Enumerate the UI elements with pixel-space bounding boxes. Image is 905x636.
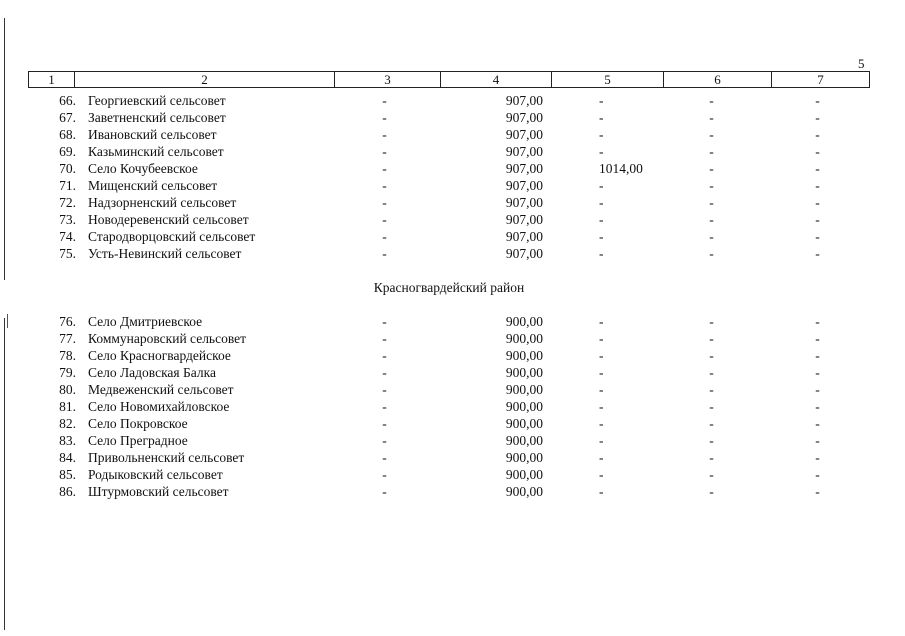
row-col6-value: -	[709, 110, 714, 125]
column-header-6: 6	[663, 72, 771, 87]
row-col6-value: -	[709, 161, 714, 176]
row-name: Мищенский сельсовет	[88, 178, 218, 193]
table-row	[28, 92, 870, 109]
row-name: Село Новомихайловское	[88, 399, 230, 414]
row-col7-value: -	[815, 144, 820, 159]
row-col7-value: -	[815, 484, 820, 499]
row-col6-value: -	[709, 416, 714, 431]
row-col6-value: -	[709, 93, 714, 108]
row-name: Казьминский сельсовет	[88, 144, 224, 159]
row-name: Стародворцовский сельсовет	[88, 229, 256, 244]
table-row	[28, 381, 870, 398]
row-col7-value: -	[815, 450, 820, 465]
column-header-4: 4	[440, 72, 551, 87]
table-row	[28, 432, 870, 449]
row-number: 83.	[59, 433, 76, 448]
row-col7-value: -	[815, 229, 820, 244]
row-col3-value: -	[382, 484, 387, 499]
row-col5-value: -	[599, 110, 604, 125]
row-number: 85.	[59, 467, 76, 482]
row-col4-value: 907,00	[505, 161, 543, 176]
row-col7-value: -	[815, 195, 820, 210]
row-number: 66.	[59, 93, 76, 108]
row-col3-value: -	[382, 110, 387, 125]
row-col7-value: -	[815, 331, 820, 346]
row-col5-value: -	[599, 399, 604, 414]
row-col6-value: -	[709, 127, 714, 142]
row-col4-value: 900,00	[505, 365, 543, 380]
table-body-group-2	[28, 313, 870, 500]
row-col3-value: -	[382, 433, 387, 448]
row-col3-value: -	[382, 331, 387, 346]
row-col3-value: -	[382, 382, 387, 397]
row-name: Село Кочубеевское	[88, 161, 198, 176]
row-name: Новодеревенский сельсовет	[88, 212, 249, 227]
row-col5-value: -	[599, 331, 604, 346]
row-name: Усть-Невинский сельсовет	[88, 246, 242, 261]
column-header-7: 7	[771, 72, 869, 87]
row-col6-value: -	[709, 195, 714, 210]
page-number: 5	[858, 56, 865, 71]
row-col5-value: -	[599, 382, 604, 397]
row-col5-value: -	[599, 93, 604, 108]
row-col6-value: -	[709, 450, 714, 465]
row-col3-value: -	[382, 450, 387, 465]
row-col3-value: -	[382, 314, 387, 329]
row-name: Село Ладовская Балка	[88, 365, 216, 380]
row-col3-value: -	[382, 365, 387, 380]
row-col4-value: 907,00	[505, 212, 543, 227]
row-col5-value: -	[599, 212, 604, 227]
row-col4-value: 900,00	[505, 399, 543, 414]
row-number: 75.	[59, 246, 76, 261]
row-name: Село Покровское	[88, 416, 188, 431]
row-col7-value: -	[815, 433, 820, 448]
row-col5-value: -	[599, 416, 604, 431]
row-col7-value: -	[815, 212, 820, 227]
row-col6-value: -	[709, 331, 714, 346]
row-name: Родыковский сельсовет	[88, 467, 223, 482]
row-col3-value: -	[382, 416, 387, 431]
row-name: Привольненский сельсовет	[88, 450, 245, 465]
scan-edge-line	[4, 18, 5, 280]
row-col3-value: -	[382, 178, 387, 193]
row-col4-value: 907,00	[505, 178, 543, 193]
row-col7-value: -	[815, 161, 820, 176]
table-row	[28, 483, 870, 500]
row-col4-value: 907,00	[505, 246, 543, 261]
row-col4-value: 907,00	[505, 93, 543, 108]
table-row	[28, 126, 870, 143]
row-col7-value: -	[815, 110, 820, 125]
row-col6-value: -	[709, 314, 714, 329]
row-col3-value: -	[382, 161, 387, 176]
row-col6-value: -	[709, 399, 714, 414]
row-col6-value: -	[709, 178, 714, 193]
row-col5-value: -	[599, 178, 604, 193]
row-name: Коммунаровский сельсовет	[88, 331, 247, 346]
row-col4-value: 900,00	[505, 416, 543, 431]
column-header-2: 2	[74, 72, 334, 87]
row-col3-value: -	[382, 246, 387, 261]
table-row	[28, 109, 870, 126]
row-col5-value: -	[599, 229, 604, 244]
row-number: 80.	[59, 382, 76, 397]
row-col7-value: -	[815, 246, 820, 261]
row-name: Георгиевский сельсовет	[88, 93, 226, 108]
column-header-3: 3	[334, 72, 440, 87]
row-col4-value: 907,00	[505, 110, 543, 125]
row-number: 76.	[59, 314, 76, 329]
table-row	[28, 330, 870, 347]
row-number: 69.	[59, 144, 76, 159]
row-col5-value: -	[599, 484, 604, 499]
row-col4-value: 907,00	[505, 144, 543, 159]
row-col6-value: -	[709, 229, 714, 244]
row-col5-value: -	[599, 348, 604, 363]
row-col7-value: -	[815, 127, 820, 142]
row-col3-value: -	[382, 229, 387, 244]
row-col5-value: -	[599, 314, 604, 329]
row-col4-value: 900,00	[505, 450, 543, 465]
row-number: 82.	[59, 416, 76, 431]
row-number: 70.	[59, 161, 76, 176]
table-row	[28, 415, 870, 432]
row-col7-value: -	[815, 314, 820, 329]
row-col6-value: -	[709, 365, 714, 380]
table-row	[28, 466, 870, 483]
row-col4-value: 900,00	[505, 382, 543, 397]
row-name: Медвеженский сельсовет	[88, 382, 234, 397]
row-col7-value: -	[815, 178, 820, 193]
row-col3-value: -	[382, 195, 387, 210]
row-col5-value: -	[599, 246, 604, 261]
row-col4-value: 907,00	[505, 127, 543, 142]
row-col3-value: -	[382, 399, 387, 414]
table-row	[28, 194, 870, 211]
table-header-row	[28, 71, 870, 88]
row-number: 77.	[59, 331, 76, 346]
row-number: 74.	[59, 229, 76, 244]
row-col3-value: -	[382, 467, 387, 482]
row-col3-value: -	[382, 348, 387, 363]
row-number: 84.	[59, 450, 76, 465]
table-row	[28, 313, 870, 330]
row-number: 71.	[59, 178, 76, 193]
row-col5-value: -	[599, 195, 604, 210]
row-col6-value: -	[709, 348, 714, 363]
row-col4-value: 900,00	[505, 331, 543, 346]
row-name: Надзорненский сельсовет	[88, 195, 237, 210]
row-col5-value: -	[599, 144, 604, 159]
row-col5-value: -	[599, 467, 604, 482]
row-col7-value: -	[815, 365, 820, 380]
row-col7-value: -	[815, 382, 820, 397]
row-col4-value: 900,00	[505, 348, 543, 363]
row-col6-value: -	[709, 467, 714, 482]
table-row	[28, 177, 870, 194]
row-name: Село Красногвардейское	[88, 348, 231, 363]
row-col4-value: 907,00	[505, 229, 543, 244]
row-col3-value: -	[382, 212, 387, 227]
table-row	[28, 347, 870, 364]
row-col3-value: -	[382, 144, 387, 159]
section-title: Красногвардейский район	[373, 280, 525, 295]
row-col7-value: -	[815, 467, 820, 482]
table-body-group-1	[28, 92, 870, 262]
table-row	[28, 398, 870, 415]
row-col7-value: -	[815, 348, 820, 363]
row-number: 73.	[59, 212, 76, 227]
row-col4-value: 900,00	[505, 467, 543, 482]
row-name: Ивановский сельсовет	[88, 127, 217, 142]
table-row	[28, 143, 870, 160]
row-col6-value: -	[709, 484, 714, 499]
row-col7-value: -	[815, 93, 820, 108]
row-col5-value: -	[599, 127, 604, 142]
row-col6-value: -	[709, 382, 714, 397]
row-number: 78.	[59, 348, 76, 363]
row-col6-value: -	[709, 144, 714, 159]
column-header-1: 1	[48, 72, 55, 87]
row-number: 67.	[59, 110, 76, 125]
row-col3-value: -	[382, 93, 387, 108]
row-col7-value: -	[815, 416, 820, 431]
table-row	[28, 160, 870, 177]
table-row	[28, 364, 870, 381]
scan-edge-line	[4, 318, 5, 630]
row-col3-value: -	[382, 127, 387, 142]
table-row	[28, 245, 870, 262]
row-col5-value: -	[599, 433, 604, 448]
row-col6-value: -	[709, 246, 714, 261]
row-col4-value: 907,00	[505, 195, 543, 210]
row-name: Штурмовский сельсовет	[88, 484, 229, 499]
row-col5-value: 1014,00	[599, 161, 643, 176]
row-name: Село Преградное	[88, 433, 188, 448]
row-name: Заветненский сельсовет	[88, 110, 226, 125]
row-number: 72.	[59, 195, 76, 210]
row-col4-value: 900,00	[505, 433, 543, 448]
row-number: 68.	[59, 127, 76, 142]
row-col7-value: -	[815, 399, 820, 414]
column-header-5: 5	[551, 72, 663, 87]
row-name: Село Дмитриевское	[88, 314, 203, 329]
table-row	[28, 228, 870, 245]
table-row	[28, 449, 870, 466]
row-col6-value: -	[709, 212, 714, 227]
scan-edge-mark	[7, 314, 8, 328]
row-col6-value: -	[709, 433, 714, 448]
row-col5-value: -	[599, 365, 604, 380]
table-row	[28, 211, 870, 228]
row-col5-value: -	[599, 450, 604, 465]
row-col4-value: 900,00	[505, 484, 543, 499]
row-number: 79.	[59, 365, 76, 380]
row-number: 86.	[59, 484, 76, 499]
row-number: 81.	[59, 399, 76, 414]
row-col4-value: 900,00	[505, 314, 543, 329]
